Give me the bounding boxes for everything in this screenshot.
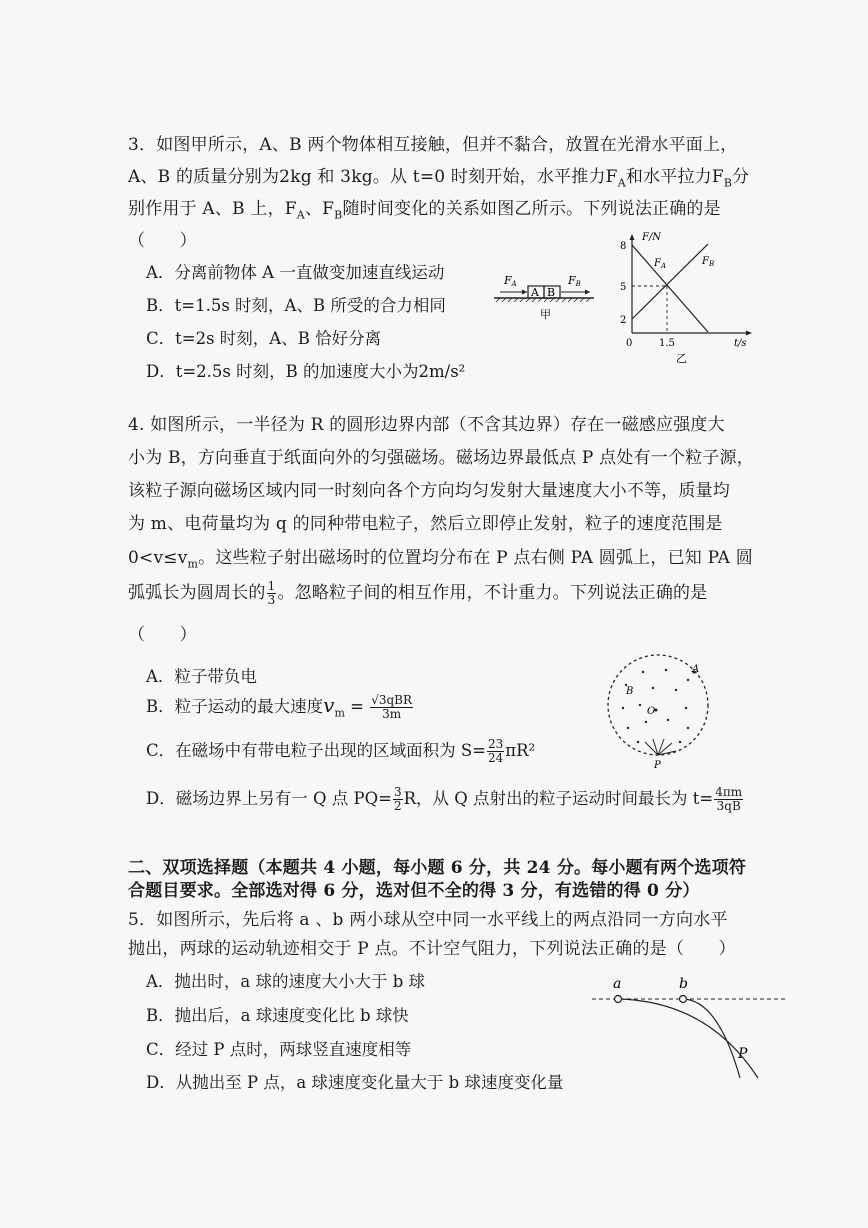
field-b-label: B (626, 686, 634, 697)
q3-option-c: C．t=2s 时刻，A、B 恰好分离 (146, 329, 382, 348)
ball-a-label: a (613, 976, 622, 992)
line-fb-label: F (702, 256, 709, 267)
figure-magnetic-circle (598, 650, 718, 775)
field-dots (622, 669, 689, 743)
q5-line1: 5．如图所示，先后将 a 、b 两小球从空中同一水平线上的两点沿同一方向水平 (128, 910, 728, 930)
q4-line3: 该粒子源向磁场区域内同一时刻向各个方向均匀发射大量速度大小不等，质量均 (128, 481, 730, 501)
q5-option-b: B．抛出后，a 球速度变化比 b 球快 (146, 1006, 409, 1025)
block-a-label: A (531, 286, 539, 299)
y-tick-2: 2 (620, 315, 627, 326)
q5-option-d: D．从抛出至 P 点，a 球速度变化量大于 b 球速度变化量 (146, 1073, 564, 1092)
figure-trajectories (588, 968, 793, 1080)
q4-option-d: D．磁场边界上另有一 Q 点 PQ= $\frac{3}{2}$ R，从 Q 点射出的粒子运动时间最长为 t= $\frac{4\pi m}{3qB}$ (146, 785, 743, 813)
q3-line3: 别作用于 A、B 上，$F_A$、$F_B$随时间变化的关系如图乙所示。下列说法正确的是 (128, 199, 721, 222)
center-o-label: O (647, 706, 656, 717)
svg-text:FA: $F_A$ (654, 258, 667, 270)
q3-line1: 3．如图甲所示，A、B 两个物体相互接触，但并不黏合，放置在光滑水平面上， (128, 135, 738, 155)
q4-line5: $0<v\le v_m$。这些粒子射出磁场时的位置均分布在 P 点右侧 PA 圆弧上，已知 PA 圆 (128, 548, 753, 571)
svg-text:FA: FA (504, 274, 517, 288)
figure-yi-graph (610, 228, 760, 368)
q4-option-c: C．在磁场中有带电粒子出现的区域面积为 S= $\frac{23}{24}$ πR² (146, 737, 536, 765)
block-b-label: B (547, 286, 556, 299)
point-p-label: P (654, 760, 661, 771)
q3-line2: A、B 的质量分别为2kg 和 3kg。从 t=0 时刻开始，水平推力$F_A$和水平拉力$F_B$分 (128, 167, 750, 190)
x-axis-label: t/s (734, 338, 747, 349)
y-tick-8: 8 (620, 241, 627, 252)
q4-answer-paren: （ ） (128, 625, 197, 645)
line-fa-label: F (654, 258, 661, 269)
x-tick-1.5: 1.5 (659, 338, 675, 349)
q3-option-d: D．t=2.5s 时刻，B 的加速度大小为2m/s² (146, 362, 466, 381)
q4-line4: 为 m、电荷量均为 q 的同种带电粒子，然后立即停止发射，粒子的速度范围是 (128, 514, 723, 534)
point-p-label: P (738, 1046, 748, 1062)
q4-line6: 弧弧长为圆周长的 $\frac{1}{3}$ 。忽略粒子间的相互作用，不计重力。下列说法正确的是 (128, 579, 708, 607)
q5-option-c: C．经过 P 点时，两球竖直速度相等 (146, 1040, 412, 1059)
force-a-label: F (504, 274, 512, 287)
point-a-label: A (692, 664, 700, 675)
figure-jia-caption: 甲 (540, 308, 551, 321)
figure-yi-caption: 乙 (676, 352, 687, 365)
q5-line2: 抛出，两球的运动轨迹相交于 P 点。不计空气阻力，下列说法正确的是（ ） (128, 939, 736, 959)
q4-option-b: B．粒子运动的最大速度$v_m$ = $\frac{\text{√3qBR}}{3m}$ (146, 693, 413, 721)
y-tick-5: 5 (620, 282, 627, 293)
q4-line2: 小为 B，方向垂直于纸面向外的匀强磁场。磁场边界最低点 P 点处有一个粒子源， (128, 448, 754, 468)
trajectory-b (683, 999, 740, 1078)
q3-option-a: A．分离前物体 A 一直做变加速直线运动 (146, 263, 445, 282)
svg-text:FB: $F_B$ (702, 256, 715, 268)
section2-heading-line2: 合题目要求。全部选对得 6 分，选对但不全的得 3 分，有选错的得 0 分） (128, 881, 700, 901)
svg-text:FB: FB (568, 274, 581, 288)
x-tick-0: 0 (626, 338, 633, 349)
force-b-label: F (568, 274, 576, 287)
source-arrows (645, 739, 676, 755)
ball-b-label: b (679, 976, 688, 992)
ball-b (680, 996, 687, 1003)
q3-answer-paren: （ ） (128, 231, 197, 251)
line-fa (632, 245, 708, 332)
q4-line1: 4. 如图所示，一半径为 R 的圆形边界内部（不含其边界）存在一磁感应强度大 (128, 415, 725, 435)
q3-option-b: B．t=1.5s 时刻，A、B 所受的合力相同 (146, 296, 446, 315)
section2-heading-line1: 二、双项选择题（本题共 4 小题，每小题 6 分，共 24 分。每小题有两个选项符 (128, 858, 747, 878)
q4-option-a: A．粒子带负电 (146, 667, 257, 686)
q5-option-a: A．抛出时，a 球的速度大小大于 b 球 (146, 972, 426, 991)
y-axis-label: F/N (642, 232, 662, 243)
figure-jia-blocks (490, 264, 600, 324)
line-fb (632, 244, 708, 319)
ball-a (615, 996, 622, 1003)
